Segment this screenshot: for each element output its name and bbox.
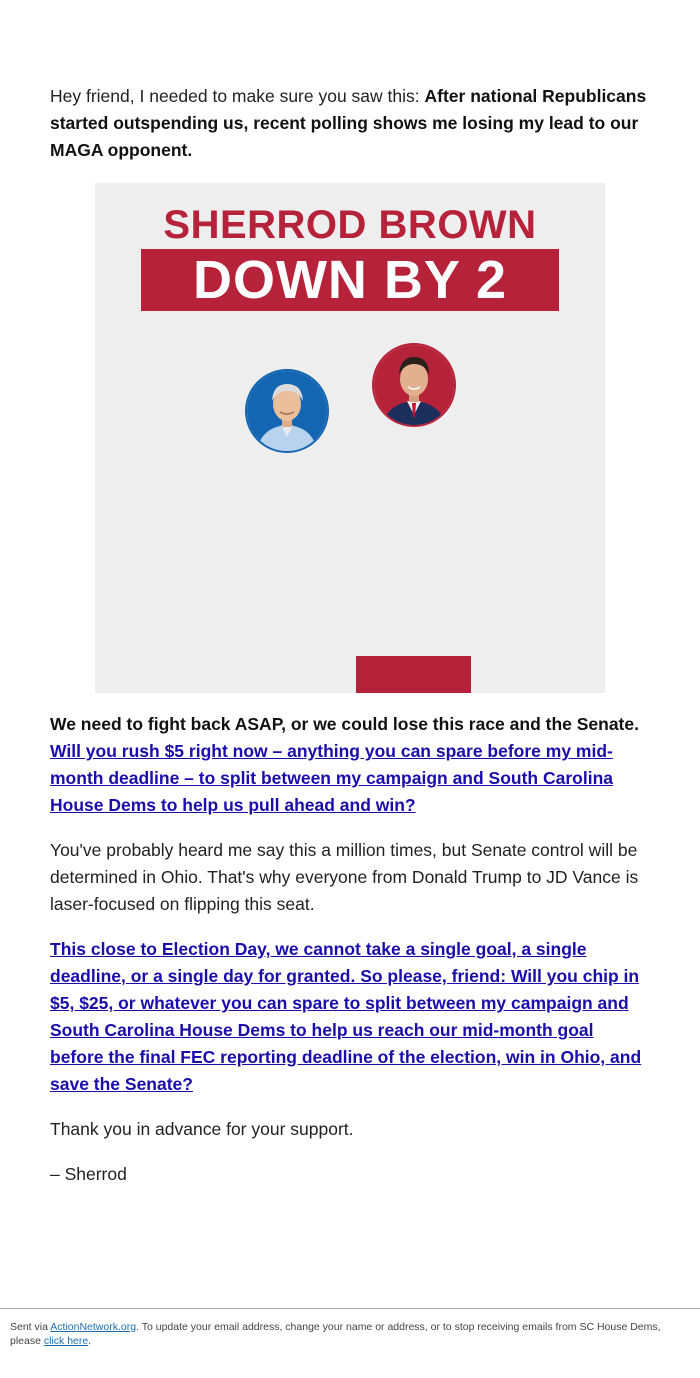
unsubscribe-click-here-link[interactable]: click here bbox=[43, 1335, 89, 1347]
signoff: – Sherrod bbox=[50, 1164, 127, 1184]
rush-5-donate-link[interactable]: Will you rush $5 right now – anything you can spare before my mid-month deadline – to split between my campaign and South Carolina House Dems to help us pull ahead and win? bbox=[50, 741, 613, 815]
intro-bold-text: After national Republicans started outspending us, recent polling shows me losing my lead to our MAGA opponent. bbox=[50, 86, 647, 160]
thank-you-paragraph: Thank you in advance for your support. bbox=[50, 1119, 354, 1139]
senate-control-paragraph: You've probably heard me say this a million times, but Senate control will be determined in Ohio. That's why everyone from Donald Trump to JD Vance is laser-focused on flipping this seat. bbox=[50, 840, 639, 914]
intro-plain-text: Hey friend, I needed to make sure you saw this: bbox=[50, 86, 425, 106]
chip-in-paragraph bbox=[50, 936, 650, 1098]
opponent-avatar bbox=[372, 343, 456, 427]
graphic-headline: SHERROD BROWN bbox=[163, 203, 537, 247]
opponent-portrait bbox=[374, 345, 454, 425]
footer-middle-text: . To update your email address, change your name or address, or to stop receiving emails from SC House Dems, please bbox=[10, 1321, 661, 1347]
fight-back-bold-text: We need to fight back ASAP, or we could lose this race and the Senate. bbox=[50, 714, 639, 734]
sherrod-brown-portrait bbox=[247, 371, 327, 451]
footer-suffix: . bbox=[88, 1335, 92, 1347]
email-footer bbox=[10, 1320, 670, 1348]
graphic-banner: DOWN BY 2 bbox=[141, 249, 559, 311]
fight-back-paragraph bbox=[50, 711, 650, 819]
chip-in-donate-link[interactable]: This close to Election Day, we cannot take a single goal, a single deadline, or a single day for granted. So please, friend: Will you chip in $5, $25, or whatever you can spare to split between my campaign and South Carolina House Dems to help us reach our mid-month goal before the final FEC reporting deadline of the election, win in Ohio, and save the Senate? bbox=[50, 939, 642, 1094]
footer-prefix: Sent via bbox=[10, 1321, 51, 1333]
footer-divider bbox=[0, 1308, 700, 1309]
sherrod-brown-avatar bbox=[245, 369, 329, 453]
poll-bar bbox=[356, 656, 471, 693]
intro-paragraph bbox=[50, 83, 650, 164]
poll-graphic bbox=[95, 183, 605, 693]
email-body bbox=[50, 83, 650, 1188]
actionnetwork-link[interactable]: ActionNetwork.org bbox=[50, 1321, 137, 1333]
